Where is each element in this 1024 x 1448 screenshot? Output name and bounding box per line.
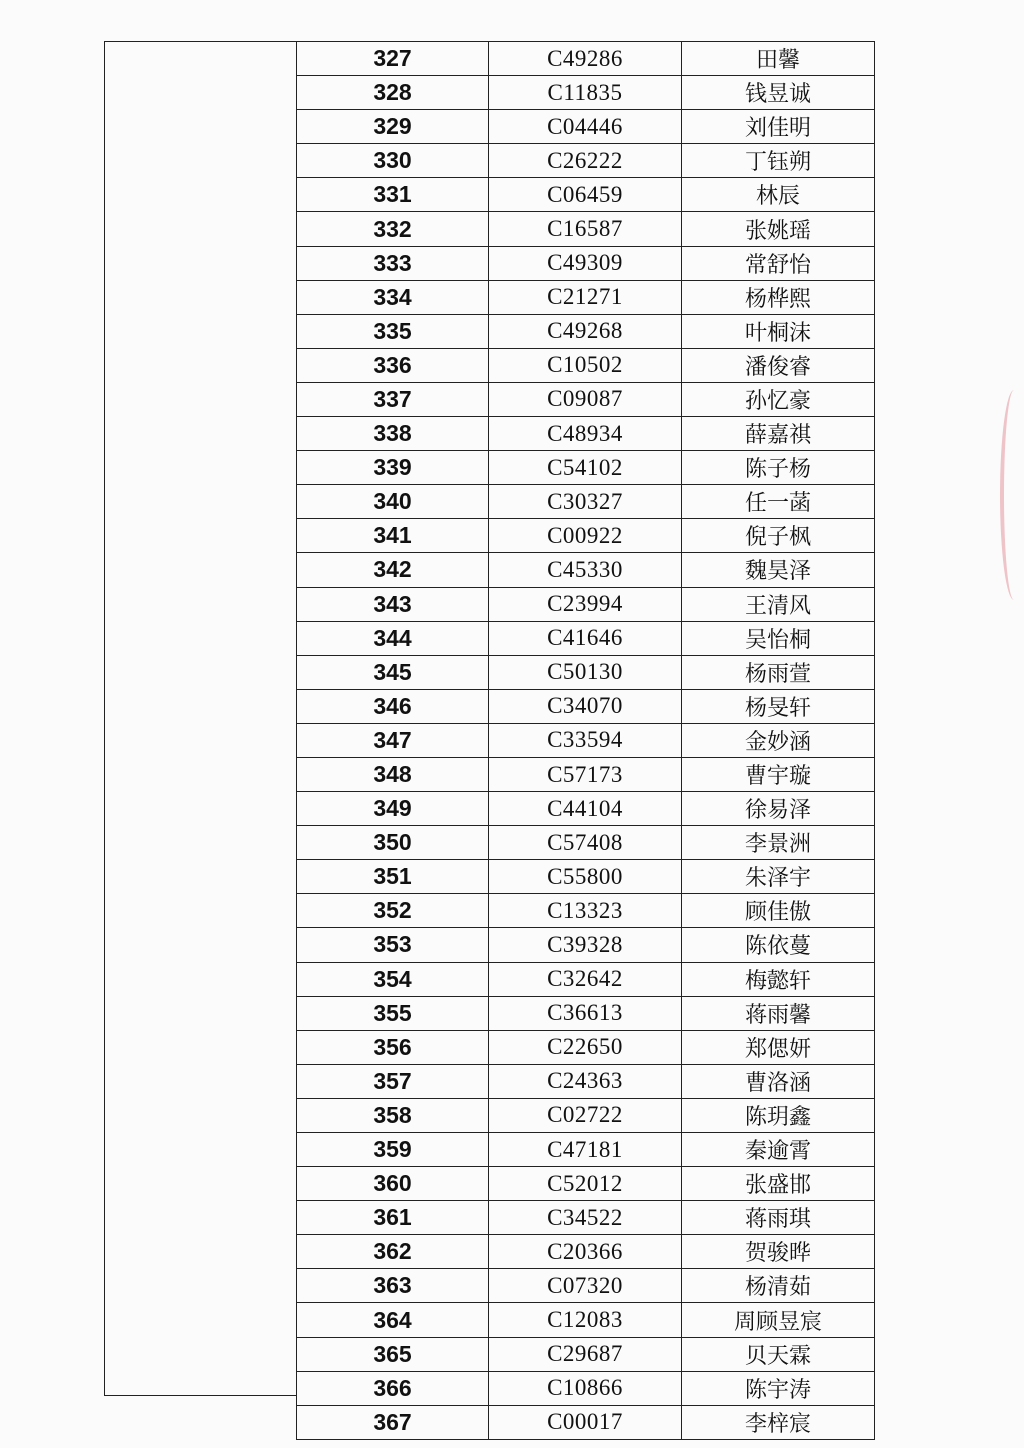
candidate-id: C09087 xyxy=(489,382,682,416)
candidate-name: 金妙涵 xyxy=(682,723,875,757)
table-row xyxy=(297,1269,875,1303)
table-row xyxy=(297,246,875,280)
candidate-name: 贺骏晔 xyxy=(682,1235,875,1269)
row-number: 336 xyxy=(297,348,489,382)
candidate-id: C44104 xyxy=(489,792,682,826)
row-number: 344 xyxy=(297,621,489,655)
candidate-name: 任一菡 xyxy=(682,485,875,519)
candidate-name: 李景洲 xyxy=(682,826,875,860)
table-row xyxy=(297,1098,875,1132)
row-number: 334 xyxy=(297,280,489,314)
candidate-name: 杨雨萱 xyxy=(682,655,875,689)
candidate-id: C34070 xyxy=(489,689,682,723)
table-row xyxy=(297,1167,875,1201)
roster-table xyxy=(296,41,875,1440)
row-number: 339 xyxy=(297,451,489,485)
candidate-name: 朱泽宇 xyxy=(682,860,875,894)
table-row xyxy=(297,417,875,451)
candidate-id: C21271 xyxy=(489,280,682,314)
table-row xyxy=(297,826,875,860)
row-number: 335 xyxy=(297,314,489,348)
table-row xyxy=(297,1030,875,1064)
candidate-id: C11835 xyxy=(489,76,682,110)
candidate-name: 刘佳明 xyxy=(682,110,875,144)
candidate-id: C50130 xyxy=(489,655,682,689)
table-row xyxy=(297,655,875,689)
candidate-name: 曹宇璇 xyxy=(682,757,875,791)
candidate-id: C54102 xyxy=(489,451,682,485)
table-row xyxy=(297,928,875,962)
table-row xyxy=(297,1235,875,1269)
candidate-name: 陈依蔓 xyxy=(682,928,875,962)
candidate-id: C00017 xyxy=(489,1405,682,1439)
row-number: 347 xyxy=(297,723,489,757)
table-row xyxy=(297,1337,875,1371)
row-number: 367 xyxy=(297,1405,489,1439)
row-number: 354 xyxy=(297,962,489,996)
table-row xyxy=(297,42,875,76)
candidate-id: C39328 xyxy=(489,928,682,962)
row-number: 365 xyxy=(297,1337,489,1371)
candidate-name: 顾佳傲 xyxy=(682,894,875,928)
table-row xyxy=(297,860,875,894)
candidate-name: 陈玥鑫 xyxy=(682,1098,875,1132)
candidate-name: 贝天霖 xyxy=(682,1337,875,1371)
row-number: 355 xyxy=(297,996,489,1030)
table-row xyxy=(297,314,875,348)
row-number: 366 xyxy=(297,1371,489,1405)
candidate-name: 魏昊泽 xyxy=(682,553,875,587)
row-number: 346 xyxy=(297,689,489,723)
candidate-name: 周顾昱宸 xyxy=(682,1303,875,1337)
candidate-id: C12083 xyxy=(489,1303,682,1337)
candidate-id: C26222 xyxy=(489,144,682,178)
row-number: 353 xyxy=(297,928,489,962)
row-number: 331 xyxy=(297,178,489,212)
table-row xyxy=(297,280,875,314)
candidate-name: 梅懿轩 xyxy=(682,962,875,996)
candidate-id: C23994 xyxy=(489,587,682,621)
candidate-name: 杨旻轩 xyxy=(682,689,875,723)
table-row xyxy=(297,212,875,246)
candidate-id: C06459 xyxy=(489,178,682,212)
row-number: 332 xyxy=(297,212,489,246)
table-row xyxy=(297,451,875,485)
candidate-name: 林辰 xyxy=(682,178,875,212)
table-row xyxy=(297,996,875,1030)
row-number: 327 xyxy=(297,42,489,76)
table-row xyxy=(297,178,875,212)
candidate-name: 薛嘉祺 xyxy=(682,417,875,451)
row-number: 362 xyxy=(297,1235,489,1269)
candidate-name: 郑偲妍 xyxy=(682,1030,875,1064)
red-seal-stamp-fragment xyxy=(1000,390,1024,600)
candidate-id: C49309 xyxy=(489,246,682,280)
merged-left-cell xyxy=(104,41,296,1396)
row-number: 345 xyxy=(297,655,489,689)
candidate-id: C10866 xyxy=(489,1371,682,1405)
candidate-name: 徐易泽 xyxy=(682,792,875,826)
row-number: 330 xyxy=(297,144,489,178)
candidate-id: C32642 xyxy=(489,962,682,996)
candidate-name: 秦逾霄 xyxy=(682,1133,875,1167)
candidate-name: 叶桐沫 xyxy=(682,314,875,348)
candidate-name: 杨桦熙 xyxy=(682,280,875,314)
row-number: 357 xyxy=(297,1064,489,1098)
candidate-name: 王清风 xyxy=(682,587,875,621)
candidate-id: C20366 xyxy=(489,1235,682,1269)
table-row xyxy=(297,621,875,655)
candidate-id: C41646 xyxy=(489,621,682,655)
row-number: 341 xyxy=(297,519,489,553)
row-number: 329 xyxy=(297,110,489,144)
candidate-id: C49286 xyxy=(489,42,682,76)
table-row xyxy=(297,553,875,587)
row-number: 348 xyxy=(297,757,489,791)
row-number: 359 xyxy=(297,1133,489,1167)
candidate-name: 钱昱诚 xyxy=(682,76,875,110)
candidate-name: 蒋雨琪 xyxy=(682,1201,875,1235)
candidate-name: 陈宇涛 xyxy=(682,1371,875,1405)
table-row xyxy=(297,689,875,723)
candidate-id: C33594 xyxy=(489,723,682,757)
candidate-id: C34522 xyxy=(489,1201,682,1235)
candidate-id: C00922 xyxy=(489,519,682,553)
table-row xyxy=(297,519,875,553)
candidate-id: C47181 xyxy=(489,1133,682,1167)
row-number: 350 xyxy=(297,826,489,860)
candidate-name: 曹洛涵 xyxy=(682,1064,875,1098)
row-number: 351 xyxy=(297,860,489,894)
table-row xyxy=(297,723,875,757)
candidate-id: C30327 xyxy=(489,485,682,519)
candidate-name: 李梓宸 xyxy=(682,1405,875,1439)
candidate-id: C57173 xyxy=(489,757,682,791)
row-number: 340 xyxy=(297,485,489,519)
table-row xyxy=(297,382,875,416)
table-row xyxy=(297,76,875,110)
row-number: 352 xyxy=(297,894,489,928)
table-row xyxy=(297,962,875,996)
candidate-name: 丁钰朔 xyxy=(682,144,875,178)
candidate-id: C13323 xyxy=(489,894,682,928)
row-number: 349 xyxy=(297,792,489,826)
row-number: 342 xyxy=(297,553,489,587)
table-row xyxy=(297,1303,875,1337)
row-number: 333 xyxy=(297,246,489,280)
table-row xyxy=(297,485,875,519)
candidate-id: C24363 xyxy=(489,1064,682,1098)
candidate-id: C52012 xyxy=(489,1167,682,1201)
row-number: 338 xyxy=(297,417,489,451)
candidate-name: 吴怡桐 xyxy=(682,621,875,655)
row-number: 361 xyxy=(297,1201,489,1235)
table-row xyxy=(297,1405,875,1439)
row-number: 358 xyxy=(297,1098,489,1132)
table-row xyxy=(297,894,875,928)
candidate-name: 潘俊睿 xyxy=(682,348,875,382)
table-row xyxy=(297,1201,875,1235)
candidate-id: C04446 xyxy=(489,110,682,144)
row-number: 343 xyxy=(297,587,489,621)
candidate-name: 陈子杨 xyxy=(682,451,875,485)
candidate-id: C22650 xyxy=(489,1030,682,1064)
row-number: 328 xyxy=(297,76,489,110)
candidate-name: 田馨 xyxy=(682,42,875,76)
candidate-name: 张姚瑶 xyxy=(682,212,875,246)
table-row xyxy=(297,792,875,826)
candidate-name: 孙忆豪 xyxy=(682,382,875,416)
candidate-name: 杨清茹 xyxy=(682,1269,875,1303)
table-row xyxy=(297,144,875,178)
row-number: 363 xyxy=(297,1269,489,1303)
candidate-name: 张盛邯 xyxy=(682,1167,875,1201)
candidate-id: C16587 xyxy=(489,212,682,246)
candidate-id: C48934 xyxy=(489,417,682,451)
candidate-id: C29687 xyxy=(489,1337,682,1371)
candidate-id: C02722 xyxy=(489,1098,682,1132)
candidate-name: 倪子枫 xyxy=(682,519,875,553)
row-number: 364 xyxy=(297,1303,489,1337)
candidate-id: C49268 xyxy=(489,314,682,348)
row-number: 356 xyxy=(297,1030,489,1064)
table-row xyxy=(297,348,875,382)
candidate-name: 常舒怡 xyxy=(682,246,875,280)
candidate-id: C07320 xyxy=(489,1269,682,1303)
row-number: 337 xyxy=(297,382,489,416)
table-row xyxy=(297,110,875,144)
table-row xyxy=(297,1064,875,1098)
table-row xyxy=(297,587,875,621)
candidate-id: C45330 xyxy=(489,553,682,587)
candidate-id: C57408 xyxy=(489,826,682,860)
candidate-id: C10502 xyxy=(489,348,682,382)
table-row xyxy=(297,1133,875,1167)
candidate-id: C55800 xyxy=(489,860,682,894)
candidate-id: C36613 xyxy=(489,996,682,1030)
row-number: 360 xyxy=(297,1167,489,1201)
candidate-name: 蒋雨馨 xyxy=(682,996,875,1030)
roster-table-body xyxy=(297,42,875,1440)
table-row xyxy=(297,757,875,791)
table-row xyxy=(297,1371,875,1405)
